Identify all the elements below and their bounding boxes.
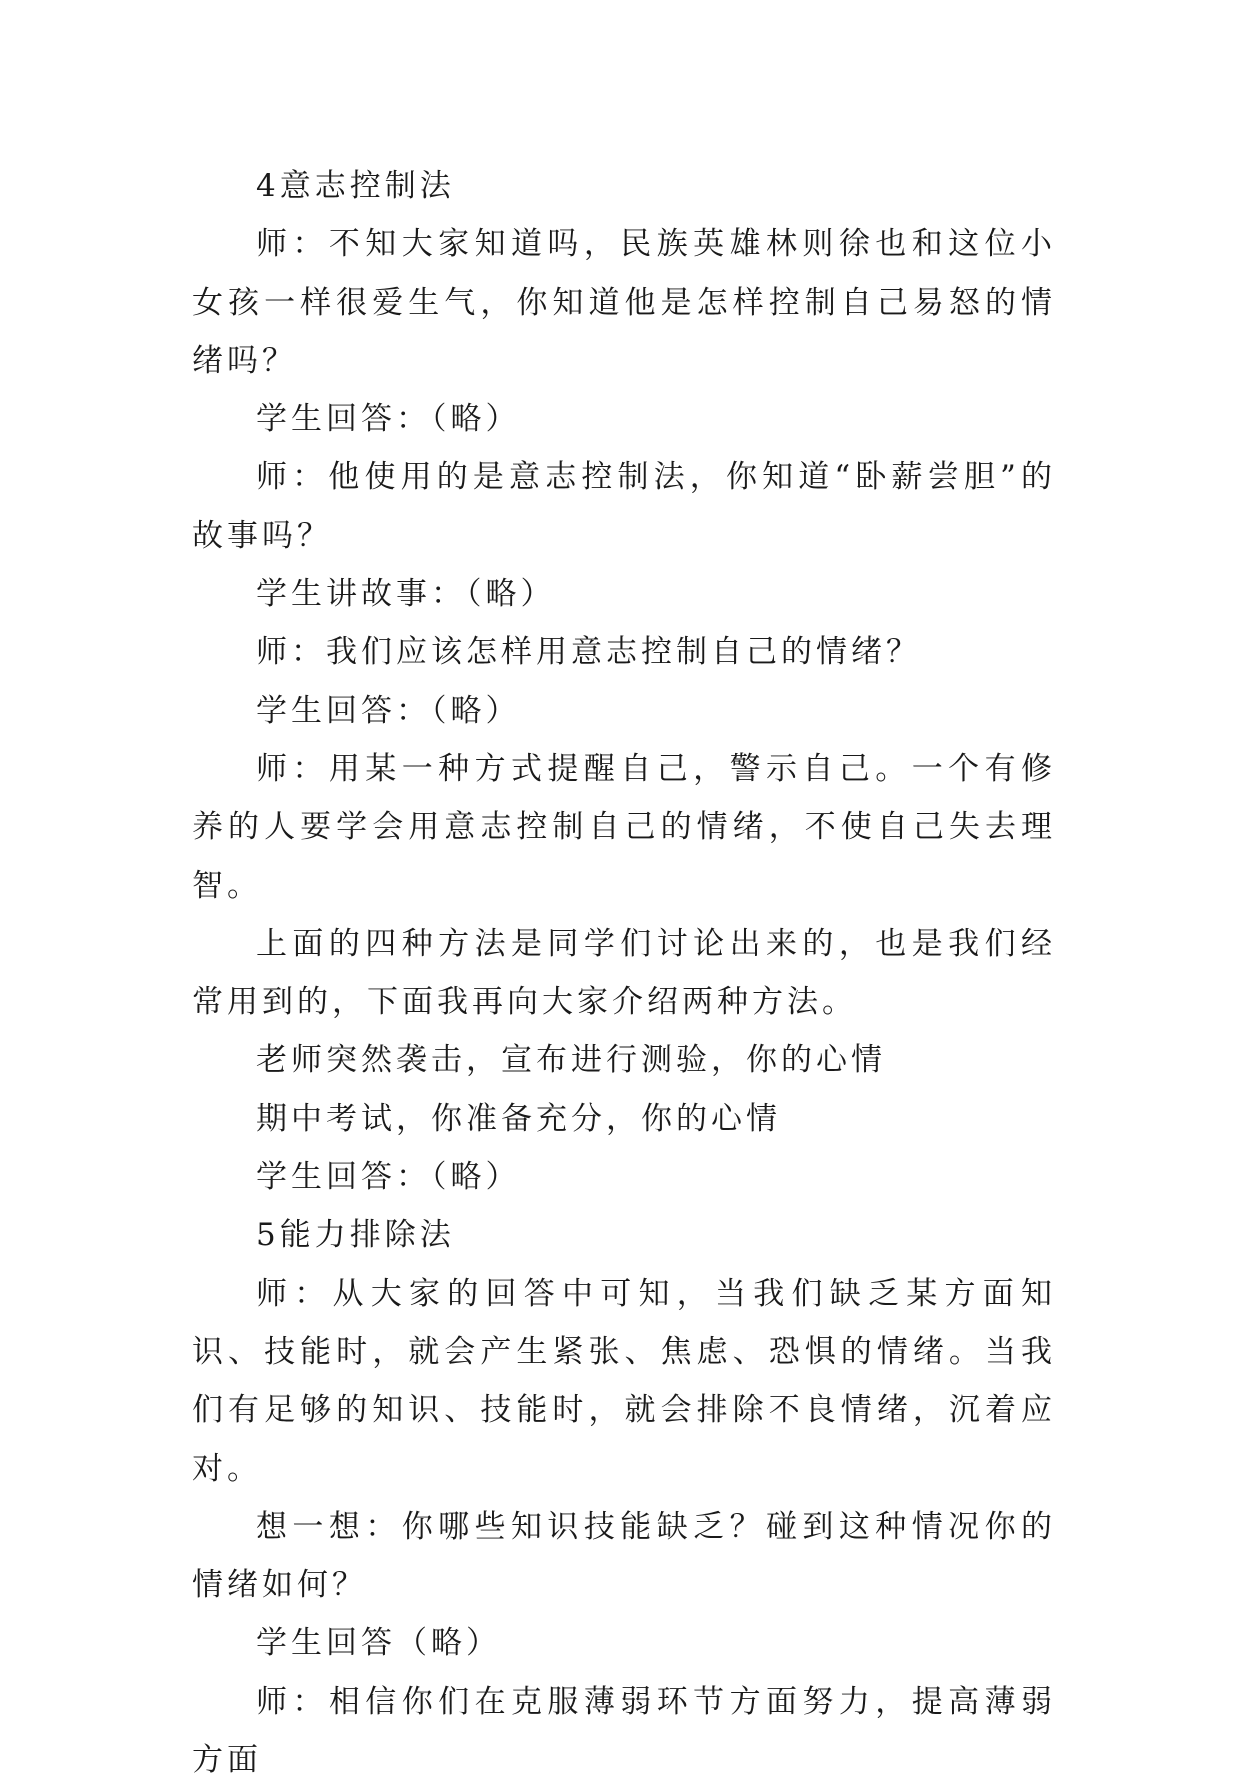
document-body — [192, 157, 1056, 1789]
paragraph: 学生回答：（略） — [256, 401, 521, 438]
section-heading-ability-elimination: 5能力排除法 — [256, 1217, 455, 1254]
paragraph: 老师突然袭击，宣布进行测验，你的心情 — [256, 1042, 886, 1079]
paragraph: 师：他使用的是意志控制法，你知道“卧薪尝胆”的故事吗？ — [192, 459, 1056, 554]
paragraph: 师：从大家的回答中可知，当我们缺乏某方面知识、技能时，就会产生紧张、焦虑、恐惧的情绪。当我们有足够的知识、技能时，就会排除不良情绪，沉着应对。 — [192, 1275, 1056, 1487]
section-heading-willpower-control: 4意志控制法 — [256, 168, 455, 204]
paragraph: 学生讲故事：（略） — [256, 576, 556, 613]
paragraph: 想一想：你哪些知识技能缺乏？碰到这种情况你的情绪如何？ — [192, 1508, 1056, 1604]
paragraph: 师：不知大家知道吗，民族英雄林则徐也和这位小女孩一样很爱生气，你知道他是怎样控制自己易怒的情绪吗？ — [192, 226, 1056, 379]
paragraph: 师：用某一种方式提醒自己，警示自己。一个有修养的人要学会用意志控制自己的情绪，不使自己失去理智。 — [192, 750, 1056, 904]
paragraph: 师：我们应该怎样用意志控制自己的情绪？ — [256, 634, 921, 671]
paragraph: 学生回答：（略） — [256, 1159, 521, 1196]
paragraph: 学生回答：（略） — [256, 692, 521, 729]
paragraph: 师：相信你们在克服薄弱环节方面努力，提高薄弱方面 — [192, 1683, 1056, 1779]
paragraph: 上面的四种方法是同学们讨论出来的，也是我们经常用到的，下面我再向大家介绍两种方法。 — [192, 925, 1056, 1021]
paragraph: 学生回答（略） — [256, 1625, 501, 1662]
paragraph: 期中考试，你准备充分，你的心情 — [256, 1100, 781, 1137]
